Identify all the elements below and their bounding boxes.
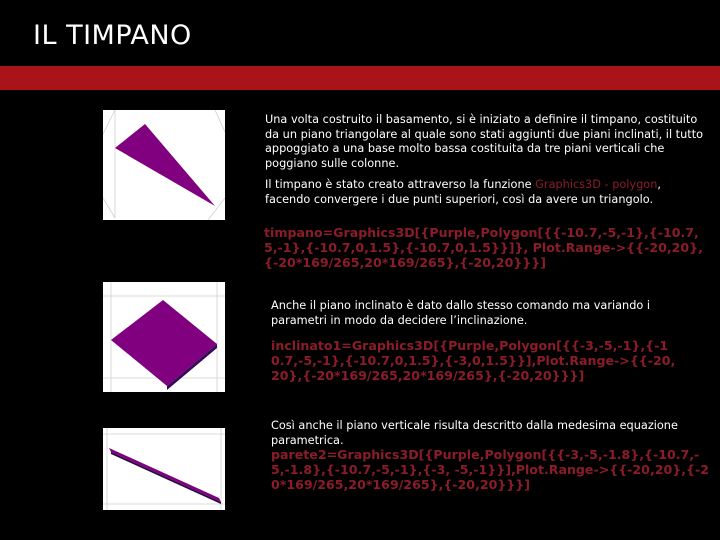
code-parete: parete2=Graphics3D[{Purple,Polygon[{{-3,-5,-1.8},{-10.7,-5,-1.8},{-10.7,-5,-1},{-3, -5,-1}}],Plot.Range->{{-20,20},{-20*169/265,20*169/265},{-20,20}}}] [271,447,709,492]
paragraph-parete-text: Così anche il piano verticale risulta descritto dalla medesima equazione parametrica. [271,419,678,447]
paragraph-inclinato [271,299,696,328]
vertical-wall-edge [111,452,221,504]
paragraph-function [265,178,705,207]
paragraph-function-post: , facendo convergere i due punti superiori, così da avere un triangolo. [265,178,661,206]
triangle-polygon [115,124,215,206]
paragraph-parete [271,419,711,448]
parete-render-image [103,428,225,510]
slide-title: IL TIMPANO [33,20,192,51]
code-timpano: timpano=Graphics3D[{Purple,Polygon[{{-10.7,-5,-1},{-10.7,5,-1},{-10.7,0,1.5},{-10.7,0,1.5}}]}, Plot.Range->{{-20,20},{-20*169/265,20*169/265},{-20,20}}}] [264,225,703,270]
paragraph-intro-text: Una volta costruito il basamento, si è iniziato a definire il timpano, costituito da un piano triangolare al quale sono stati aggiunti due piani inclinati, il tutto appoggiato a una base molto bassa costituita da tre piani verticali che poggiano sulle colonne. [265,113,704,170]
inclinato-render-image [103,282,225,392]
vertical-wall-polygon [109,448,221,502]
paragraph-intro [265,113,705,171]
paragraph-inclinato-text: Anche il piano inclinato è dato dallo stesso comando ma variando i parametri in modo da decidere l’inclinazione. [271,299,651,327]
graphics3d-link[interactable]: Graphics3D - polygon [535,178,658,191]
title-accent-bar [0,66,720,90]
timpano-render-image [103,110,225,220]
inclined-plane-polygon [111,300,217,386]
paragraph-function-pre: Il timpano è stato creato attraverso la funzione [265,178,536,191]
code-inclinato: inclinato1=Graphics3D[{Purple,Polygon[{{-3,-5,-1},{-10.7,-5,-1},{-10.7,0,1.5},{-3,0,1.5}}],Plot.Range->{{-20,20},{-20*169/265,20*169/265},{-20,20}}}] [271,338,676,383]
